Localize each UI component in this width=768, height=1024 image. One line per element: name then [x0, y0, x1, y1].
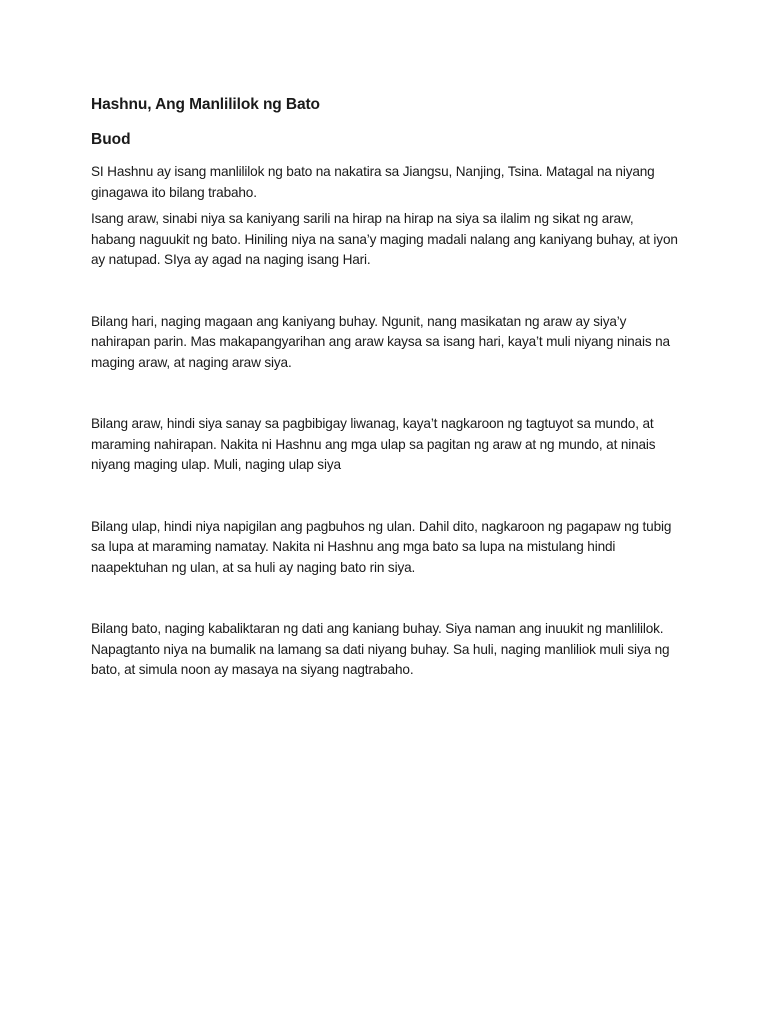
paragraph-2: Isang araw, sinabi niya sa kaniyang sarili na hirap na hirap na siya sa ilalim ng sikat ng araw, habang naguukit ng bato. Hiniling niya na sana’y maging madali nalang ang kaniyang buhay, at iyon ay natupad. SIya ay agad na naging isang Hari. — [91, 211, 678, 267]
paragraph-1: SI Hashnu ay isang manlililok ng bato na nakatira sa Jiangsu, Nanjing, Tsina. Matagal na niyang ginagawa ito bilang trabaho. — [91, 164, 655, 200]
paragraph-3: Bilang hari, naging magaan ang kaniyang buhay. Ngunit, nang masikatan ng araw ay siya’y nahirapan parin. Mas makapangyarihan ang araw kaysa sa isang hari, kaya’t muli niyang ninais na maging araw, at naging araw siya. — [91, 313, 670, 370]
paragraph-5: Bilang ulap, hindi niya napigilan ang pagbuhos ng ulan. Dahil dito, nagkaroon ng pagapaw ng tubig sa lupa at maraming namatay. Nakita ni Hashnu ang mga bato sa lupa na mistulang hindi naapektuhan ng ulan, at sa huli ay naging bato rin siya. — [91, 518, 672, 575]
paragraph-4: Bilang araw, hindi siya sanay sa pagbibigay liwanag, kaya’t nagkaroon ng tagtuyot sa mundo, at maraming nahirapan. Nakita ni Hashnu ang mga ulap sa pagitan ng araw at ng mundo, at ninais niyang maging ulap. Muli, naging ulap siya — [91, 416, 656, 472]
document-page — [91, 94, 681, 681]
paragraph-6: Bilang bato, naging kabaliktaran ng dati ang kaniang buhay. Siya naman ang inuukit ng manlililok. Napagtanto niya na bumalik na lamang sa dati niyang buhay. Sa huli, naging manliliok muli siya ng bato, at simula noon ay masaya na siyang nagtrabaho. — [91, 621, 670, 677]
document-title: Hashnu, Ang Manlililok ng Bato — [91, 96, 320, 113]
document-subtitle: Buod — [91, 131, 131, 148]
